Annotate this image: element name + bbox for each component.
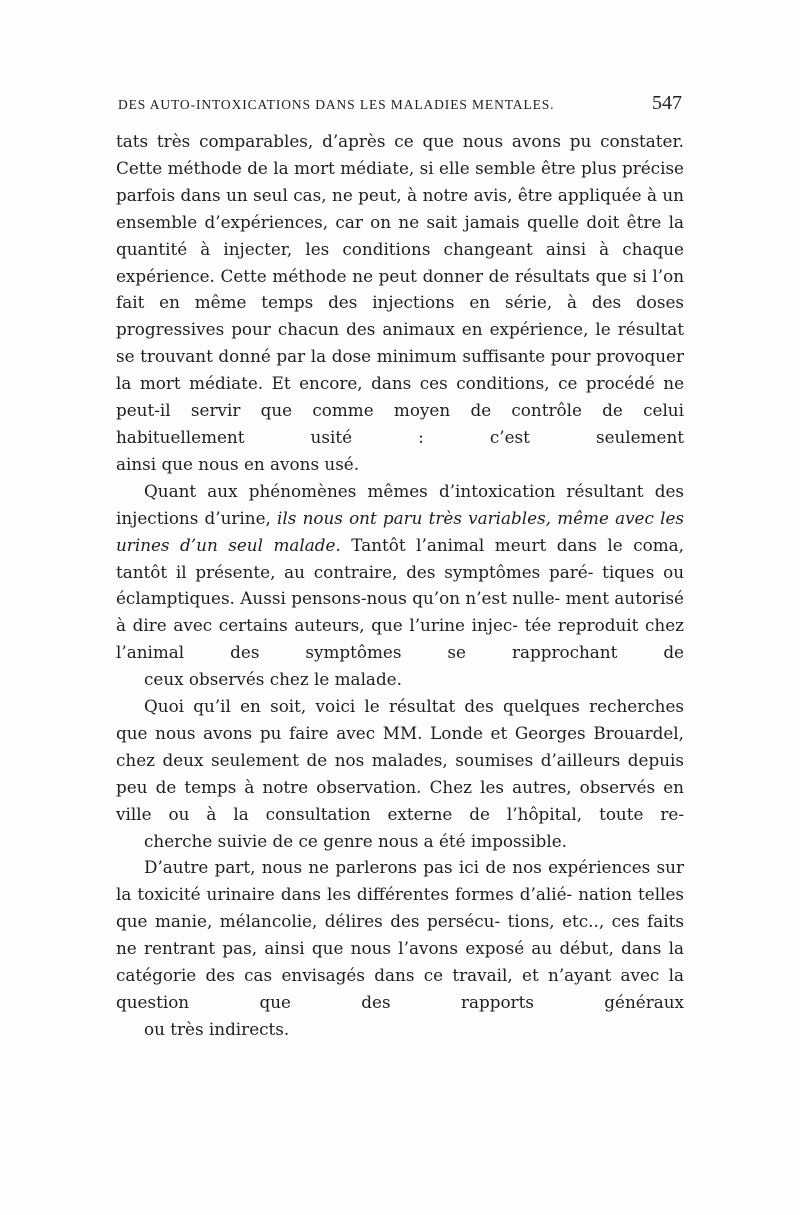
text-line: tée reproduit chez l’animal des symptômes se rapprochant de	[116, 615, 684, 663]
text-line: précise parfois dans un seul cas, ne peut, à notre avis, être	[116, 157, 684, 205]
text-line: appliquée à un ensemble d’expériences, car on ne sait jamais	[116, 184, 684, 232]
text-line: ainsi à chaque expérience. Cette méthode ne peut donner de	[116, 238, 684, 286]
text-line: Quoi qu’il en soit, voici le résultat des quelques recherches	[144, 696, 684, 717]
text-run: injections d’urine,	[116, 507, 278, 528]
text-line: tats très comparables, d’après ce que nous avons pu constater.	[116, 131, 684, 151]
body-text	[116, 128, 684, 1043]
text-line: travail, et n’ayant avec la question que des rapports généraux	[116, 965, 684, 1012]
paragraph-2	[116, 478, 684, 693]
text-line: chez deux seulement de nos malades, soumises d’ailleurs depuis	[116, 749, 684, 770]
paragraph-1	[116, 128, 684, 478]
text-line: série, à des doses progressives pour chacun des animaux en	[116, 292, 684, 340]
paragraph-4	[116, 854, 684, 1042]
text-line: ces conditions, ce procédé ne peut-il servir que comme moyen	[116, 373, 684, 421]
text-line: expérience, le résultat se trouvant donné par la dose minimum	[116, 319, 684, 367]
text-run: Tantôt l’animal meurt dans le	[340, 534, 623, 555]
paragraph-3	[116, 693, 684, 854]
italic-emphasis: ils nous ont paru très variables, même avec	[277, 507, 654, 528]
text-line: nation telles que manie, mélancolie, délires des persécu-	[116, 884, 684, 932]
text-line: tiques ou éclamptiques. Aussi pensons-nous qu’on n’est nulle-	[116, 561, 684, 609]
text-line	[116, 508, 654, 528]
text-line-last: ainsi que nous en avons usé.	[116, 453, 360, 474]
text-line: que nous avons pu faire avec MM. Londe et Georges Brouardel,	[116, 722, 684, 743]
text-line: tions, etc.., ces faits ne rentrant pas, ainsi que nous l’avons	[116, 911, 684, 959]
running-title: DES AUTO-INTOXICATIONS DANS LES MALADIES MENTALES.	[118, 97, 555, 112]
text-line: résultats que si l’on fait en même temps des injections en	[116, 265, 685, 313]
text-line: quelle doit être la quantité à injecter, les conditions changeant	[116, 211, 684, 259]
text-line: suffisante pour provoquer la mort médiate. Et encore, dans	[116, 346, 685, 394]
text-line: sur la toxicité urinaire dans les différentes formes d’alié-	[116, 857, 684, 905]
page-number: 547	[652, 92, 682, 114]
text-line: coma, tantôt il présente, au contraire, des symptômes paré-	[116, 534, 684, 582]
running-header	[118, 92, 682, 118]
text-line-last: ou très indirects.	[144, 1018, 290, 1039]
text-line: peu de temps à notre observation. Chez les autres, observés	[116, 776, 656, 797]
text-line: Cette méthode de la mort médiate, si elle semble être plus	[116, 157, 617, 178]
text-line: de contrôle de celui habituellement usité : c’est seulement	[116, 400, 684, 447]
text-line: D’autre part, nous ne parlerons pas ici de nos expériences	[144, 857, 651, 878]
text-line: exposé au début, dans la catégorie des cas envisagés dans ce	[116, 938, 684, 986]
text-line: ment autorisé à dire avec certains auteurs, que l’urine injec-	[116, 588, 684, 636]
text-line: Quant aux phénomènes mêmes d’intoxication résultant des	[144, 480, 684, 501]
text-line-last: ceux observés chez le malade.	[144, 669, 402, 690]
text-line: en ville ou à la consultation externe de l’hôpital, toute re-	[116, 776, 684, 824]
italic-emphasis: les urines d’un seul malade.	[116, 507, 684, 555]
text-line-last: cherche suivie de ce genre nous a été impossible.	[144, 830, 568, 851]
